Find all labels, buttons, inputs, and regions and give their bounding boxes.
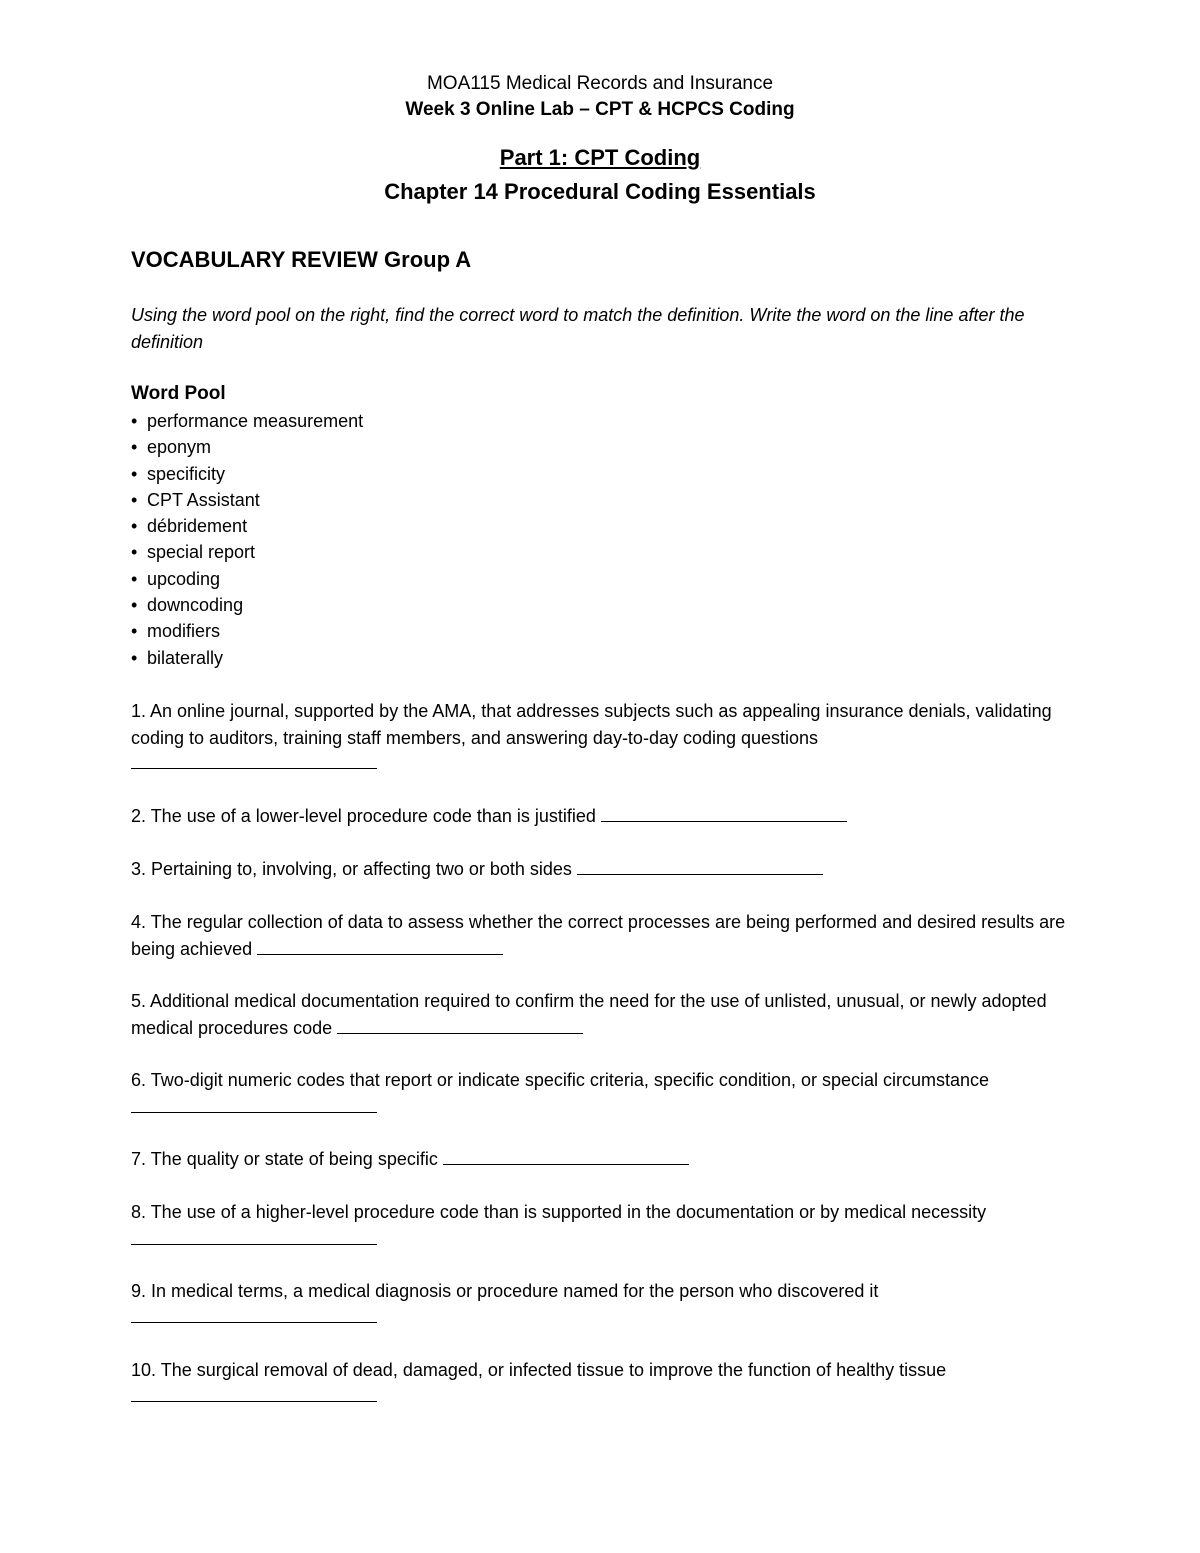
bullet-icon: • [131,621,138,642]
bullet-icon: • [131,595,138,616]
question-text: 2. The use of a lower-level procedure code than is justified [131,806,596,826]
word-pool-item: • performance measurement [131,408,363,434]
question-9 [131,1278,1071,1323]
question-text: 5. Additional medical documentation required to confirm the need for the use of unlisted, unusual, or newly adopted medical procedures code [131,991,1047,1038]
answer-blank[interactable] [131,751,377,769]
answer-blank[interactable] [131,1098,377,1113]
question-text: 8. The use of a higher-level procedure code than is supported in the documentation or by medical necessity [131,1202,987,1222]
question-text: 7. The quality or state of being specific [131,1149,438,1169]
word-pool-item: • modifiers [131,618,363,644]
question-text: 9. In medical terms, a medical diagnosis or procedure named for the person who discovered it [131,1281,879,1301]
word-pool-item: • upcoding [131,566,363,592]
answer-blank[interactable] [443,1150,689,1165]
bullet-icon: • [131,411,138,431]
question-4 [131,909,1071,962]
bullet-icon: • [131,437,138,458]
bullet-icon: • [131,489,138,510]
chapter-title: Chapter 14 Procedural Coding Essentials [384,179,816,204]
course-title: MOA115 Medical Records and Insurance [426,73,774,94]
answer-blank[interactable] [577,860,823,875]
answer-blank[interactable] [131,1230,377,1245]
question-text: 6. Two-digit numeric codes that report or indicate specific criteria, specific condition, or special circumstance [131,1070,990,1090]
word-pool-item: • eponym [131,434,363,460]
word-pool-item: • special report [131,539,363,565]
word-pool-item: • CPT Assistant [131,487,363,513]
question-text: 3. Pertaining to, involving, or affecting two or both sides [131,859,572,879]
question-2 [131,803,1071,830]
question-7 [131,1146,1071,1173]
word-pool-list [131,408,363,671]
answer-blank[interactable] [131,1305,377,1323]
question-text: 10. The surgical removal of dead, damaged, or infected tissue to improve the function of healthy tissue [131,1360,947,1380]
word-pool-item: • bilaterally [131,645,363,671]
word-pool-title: Word Pool [131,383,226,404]
bullet-icon: • [131,568,138,589]
question-3 [131,856,1071,883]
bullet-icon: • [131,647,138,668]
part-title: Part 1: CPT Coding [499,145,701,170]
bullet-icon: • [131,516,138,537]
question-6 [131,1067,1071,1120]
word-pool-item: • débridement [131,513,363,539]
section-title: VOCABULARY REVIEW Group A [131,247,472,272]
answer-blank[interactable] [601,807,847,822]
word-pool-item: • downcoding [131,592,363,618]
instructions: Using the word pool on the right, find the correct word to match the definition. Write the word on the line after the definition [131,305,1025,352]
question-text: 4. The regular collection of data to assess whether the correct processes are being performed and desired results are being achieved [131,912,1066,959]
question-5 [131,988,1071,1041]
answer-blank[interactable] [257,940,503,955]
lab-title: Week 3 Online Lab – CPT & HCPCS Coding [405,99,795,120]
bullet-icon: • [131,463,138,484]
answer-blank[interactable] [131,1384,377,1402]
question-8 [131,1199,1071,1252]
question-1 [131,698,1071,769]
bullet-icon: • [131,542,138,563]
question-text: 1. An online journal, supported by the AMA, that addresses subjects such as appealing insurance denials, validating coding to auditors, training staff members, and answering day-to-day coding questions [131,701,1052,748]
question-10 [131,1357,1071,1402]
word-pool-item: • specificity [131,461,363,487]
answer-blank[interactable] [337,1019,583,1034]
